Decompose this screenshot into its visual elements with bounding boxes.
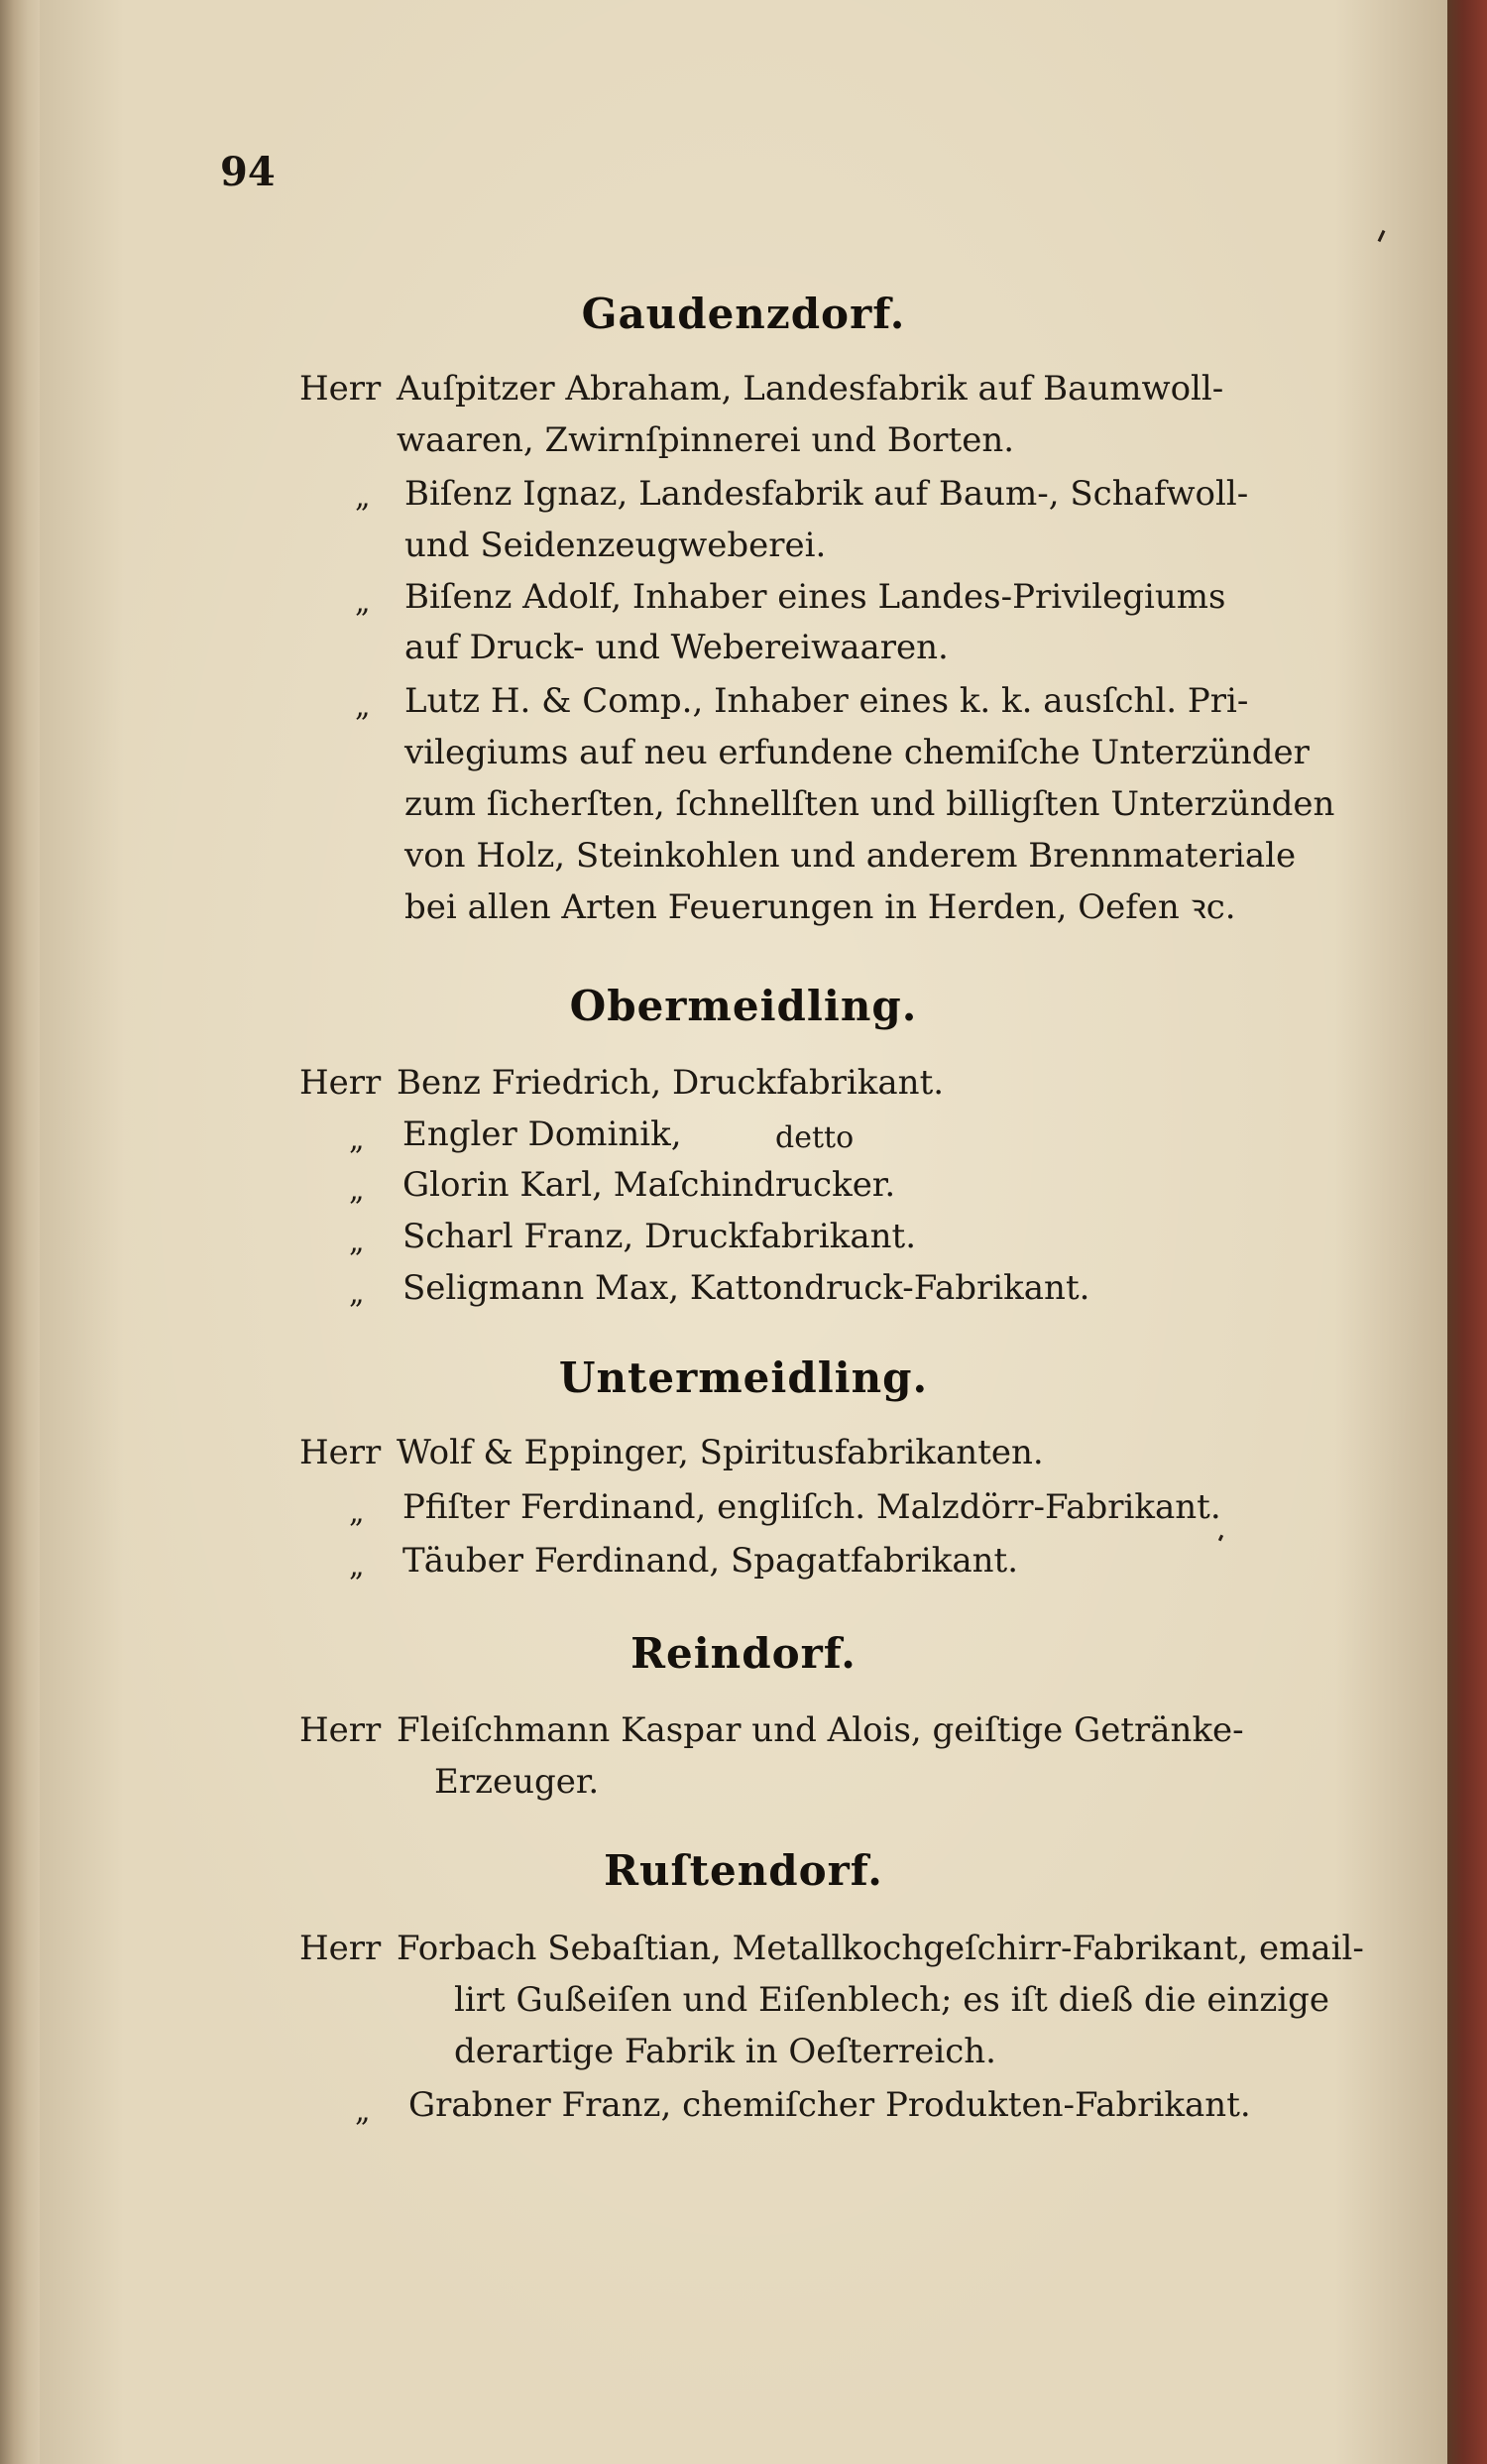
ditto-mark: „ — [355, 2094, 371, 2129]
ditto-mark: „ — [355, 480, 371, 515]
detto-text: detto — [775, 1120, 855, 1155]
section-heading-rustendorf: Ruſtendorf. — [604, 1846, 883, 1895]
entry-line: derartige Fabrik in Oeſterreich. — [454, 2032, 996, 2071]
entry-prefix: Herr — [299, 369, 382, 409]
entry-line: Wolf & Eppinger, Spiritusfabrikanten. — [397, 1433, 1044, 1472]
page-number: 94 — [220, 149, 276, 195]
ditto-mark: „ — [349, 1276, 365, 1311]
book-spine — [0, 0, 40, 2464]
entry-line: Fleiſchmann Kaspar und Alois, geiſtige Getränke- — [397, 1710, 1244, 1750]
section-heading-reindorf: Reindorf. — [630, 1629, 857, 1678]
ditto-mark: „ — [355, 689, 371, 724]
entry-prefix: Herr — [299, 1929, 382, 1968]
entry-prefix: Herr — [299, 1710, 382, 1750]
ink-speck — [1218, 1535, 1223, 1542]
ditto-mark: „ — [355, 585, 371, 620]
ditto-mark: „ — [349, 1495, 365, 1530]
entry-line: zum ſicherſten, ſchnellſten und billigſten Unterzünden — [404, 784, 1335, 824]
section-heading-untermeidling: Untermeidling. — [558, 1353, 929, 1402]
entry-prefix: Herr — [299, 1063, 382, 1103]
entry-line: Seligmann Max, Kattondruck-Fabrikant. — [402, 1268, 1090, 1308]
entry-line: Lutz H. & Comp., Inhaber eines k. k. ausſchl. Pri- — [404, 681, 1249, 721]
book-cover-edge — [1447, 0, 1487, 2464]
entry-line: Glorin Karl, Maſchindrucker. — [402, 1165, 896, 1205]
entry-line: Pfiſter Ferdinand, engliſch. Malzdörr-Fabrikant. — [402, 1487, 1221, 1527]
entry-line: Erzeuger. — [434, 1762, 600, 1802]
book-page — [40, 0, 1447, 2464]
entry-line: waaren, Zwirnſpinnerei und Borten. — [397, 420, 1015, 460]
entry-line: von Holz, Steinkohlen und anderem Brennmateriale — [404, 836, 1297, 876]
entry-line: Benz Friedrich, Druckfabrikant. — [397, 1063, 945, 1103]
entry-line: und Seidenzeugweberei. — [404, 526, 827, 565]
entry-line: Engler Dominik, — [402, 1115, 682, 1154]
ditto-mark: „ — [349, 1122, 365, 1157]
entry-line: vilegiums auf neu erfundene chemiſche Unterzünder — [404, 733, 1310, 772]
entry-line: lirt Gußeiſen und Eiſenblech; es iſt dieß die einzige — [454, 1980, 1329, 2020]
entry-line: Biſenz Ignaz, Landesfabrik auf Baum-, Schafwoll- — [404, 474, 1249, 514]
entry-line: Auſpitzer Abraham, Landesfabrik auf Baumwoll- — [397, 369, 1224, 409]
entry-line: Forbach Sebaſtian, Metallkochgeſchirr-Fabrikant, email- — [397, 1929, 1364, 1968]
entry-line: Biſenz Adolf, Inhaber eines Landes-Privilegiums — [404, 577, 1226, 617]
entry-line: Täuber Ferdinand, Spagatfabrikant. — [402, 1541, 1019, 1581]
entry-prefix: Herr — [299, 1433, 382, 1472]
ditto-mark: „ — [349, 1225, 365, 1259]
entry-line: Scharl Franz, Druckfabrikant. — [402, 1217, 917, 1256]
entry-line: bei allen Arten Feuerungen in Herden, Oefen ꝛc. — [404, 887, 1236, 927]
ditto-mark: „ — [349, 1173, 365, 1208]
section-heading-gaudenzdorf: Gaudenzdorf. — [581, 290, 906, 338]
entry-line: auf Druck- und Webereiwaaren. — [404, 628, 949, 667]
ditto-mark: „ — [349, 1549, 365, 1584]
ink-speck — [1378, 230, 1386, 242]
section-heading-obermeidling: Obermeidling. — [569, 982, 918, 1030]
entry-line: Grabner Franz, chemiſcher Produkten-Fabrikant. — [408, 2085, 1251, 2125]
